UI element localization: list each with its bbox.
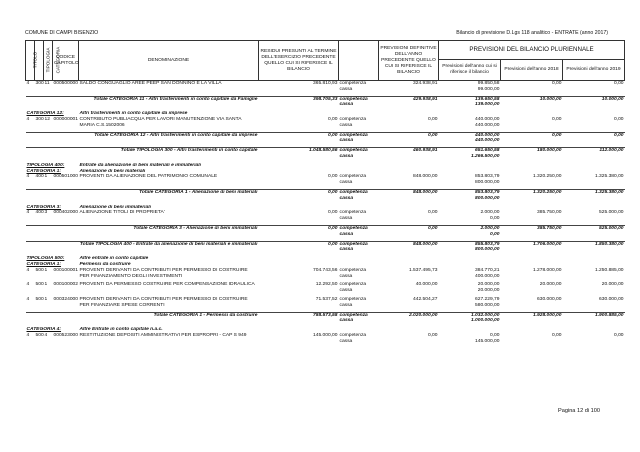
cell-denominazione: PROVENTI DERIVANTI DA CONTRIBUTI PER PERMESSO DI COSTRUIRE PER FINANZIARE SPESE CORRENTI: [79, 296, 248, 308]
cell-tipo: cassa: [339, 102, 354, 108]
col-categoria: CATEGORIA: [44, 41, 53, 81]
cell-anno-2019: 1.900.885,00: [563, 312, 625, 318]
cell-anno-2019: 1.325.380,00: [563, 189, 625, 195]
cell-residui: 788.573,58: [259, 312, 339, 318]
cell-anno-cui-cassa: 99.000,00: [477, 86, 500, 92]
cell-tipo: cassa: [339, 122, 353, 128]
cell-tipo: cassa: [339, 288, 353, 294]
cell-titolo: 4: [26, 210, 30, 216]
cell-tipo: cassa: [339, 318, 354, 324]
cell-titolo: 4: [26, 174, 30, 180]
cell-anno-2019: 0,00: [614, 332, 624, 338]
cell-tipo: competenza: [339, 132, 379, 138]
cell-categoria: 1: [44, 267, 48, 273]
cell-denominazione: ALIENAZIONE TITOLI DI PROPRIETA': [79, 210, 165, 216]
cell-tipo: cassa: [339, 216, 353, 222]
cell-tipo: cassa: [339, 153, 354, 159]
cell-residui: 0,00: [259, 225, 339, 231]
cell-anno-cui: 384.770,21: [475, 267, 500, 273]
cell-anno-cui-cassa: 800.000,00: [475, 247, 500, 253]
cell-tipo: cassa: [339, 195, 354, 201]
cell-anno-cui-cassa: 0,00: [489, 231, 500, 237]
cell-prev-def: 429.938,91: [379, 96, 439, 102]
section-label: CATEGORIA 1:: [26, 261, 62, 267]
cell-anno-cui-cassa: 800.000,00: [475, 180, 500, 186]
section-title: Alienazione di beni immateriali: [79, 204, 151, 210]
total-label: Totale CATEGORIA 12 - Altri trasferimenti in conto capitale da imprese: [26, 132, 259, 138]
cell-denominazione: SALDO CONGUAGLIO AREE PEEP SAN DONNINO E LA VILLA: [79, 81, 222, 86]
cell-residui: 704.743,56: [313, 267, 338, 273]
cell-anno-2019: 10.000,00: [563, 96, 625, 102]
cell-tipo: competenza: [339, 210, 367, 216]
cell-residui: 0,00: [327, 116, 338, 122]
cell-anno-cui: 440.000,00: [439, 132, 501, 138]
cell-anno-2019: 0,00: [563, 132, 625, 138]
cell-anno-2018: 1.706.000,00: [501, 241, 563, 247]
cell-tipo: cassa: [339, 273, 353, 279]
cell-anno-2018: 0,00: [551, 116, 562, 122]
col-pluriennale: PREVISIONI DEL BILANCIO PLURIENNALE: [439, 41, 625, 60]
cell-anno-cui: 855.803,79: [439, 241, 501, 247]
section-label: CATEGORIA 12:: [26, 111, 64, 117]
cell-anno-cui: 99.850,58: [477, 81, 500, 86]
cell-titolo: 4: [26, 116, 30, 122]
cell-categoria: 1: [44, 296, 48, 302]
cell-prev-def: 460.938,91: [379, 148, 439, 154]
cell-prev-def: 0,00: [427, 332, 438, 338]
cell-anno-cui-cassa: 580.000,00: [475, 302, 500, 308]
cell-titolo: 4: [26, 282, 30, 288]
total-label: Totale TIPOLOGIA 400 - Entrate da alienazione di beni materiali e immateriali: [26, 241, 259, 247]
cell-anno-cui-cassa: 1.266.500,00: [470, 153, 500, 159]
cell-anno-cui: 139.650,58: [439, 96, 501, 102]
cell-denominazione: CONTRIBUTO PUBLIACQUA PER LAVORI MANUTENZIONE VIA SANTA MARIA C.S.1502006: [79, 116, 242, 128]
cell-residui: 0,00: [327, 210, 338, 216]
cell-codice: 000100002: [53, 282, 78, 288]
col-titolo: TITOLO: [26, 41, 35, 81]
cell-titolo: 4: [26, 332, 30, 338]
cell-residui: 71.537,52: [315, 296, 338, 302]
col-anno-cui: Previsioni dell'anno cui si riferisce il bilancio: [439, 60, 501, 81]
cell-anno-2019: 112.000,00: [563, 148, 625, 154]
cell-anno-cui: 2.000,00: [480, 210, 500, 216]
cell-tipo: competenza: [339, 225, 379, 231]
cell-residui: 0,00: [327, 174, 338, 180]
cell-tipo: cassa: [339, 247, 354, 253]
cell-prev-def: 0,00: [427, 210, 438, 216]
cell-prev-def: 324.938,91: [413, 81, 438, 86]
cell-tipo: competenza: [339, 81, 367, 86]
cell-residui: 365.810,93: [313, 81, 338, 86]
cell-residui: 0,00: [259, 189, 339, 195]
cell-prev-def: 0,00: [427, 116, 438, 122]
cell-anno-2018: 180.000,00: [501, 148, 563, 154]
cell-anno-cui: 651.650,58: [439, 148, 501, 154]
section-title: Entrate da alienazione di beni materiali e immateriali: [79, 162, 201, 168]
col-prev-def: PREVISIONI DEFINITIVE DELL'ANNO PRECEDENTE QUELLO CUI SI RIFERISCE IL BILANCIO: [379, 41, 439, 81]
document-title: Bilancio di previsione D.Lgs 118 analitico - ENTRATE (anno 2017): [456, 30, 608, 36]
cell-codice: 000324000: [53, 296, 78, 302]
cell-tipo: competenza: [339, 267, 367, 273]
cell-categoria: 4: [44, 332, 48, 338]
cell-tipologia: 400: [35, 210, 44, 216]
cell-residui: 145.000,00: [313, 332, 338, 338]
cell-prev-def: 2.020.000,00: [379, 312, 439, 318]
total-label: Totale CATEGORIA 3 - Alienazione di beni immateriali: [26, 225, 259, 231]
cell-tipo: cassa: [339, 231, 354, 237]
cell-anno-2019: 630.000,00: [599, 296, 624, 302]
cell-anno-cui-cassa: 1.000.000,00: [470, 318, 500, 324]
cell-tipo: cassa: [339, 138, 354, 144]
cell-prev-def: 848.000,00: [379, 241, 439, 247]
cell-tipo: competenza: [339, 116, 367, 122]
table-body: [26, 81, 625, 348]
cell-anno-cui-cassa: 400.000,00: [475, 273, 500, 279]
cell-codice: 000500000: [53, 81, 78, 86]
cell-anno-2019: 525.000,00: [599, 210, 624, 216]
cell-anno-cui: 20.000,00: [477, 282, 500, 288]
cell-prev-def: 40.000,00: [415, 282, 438, 288]
cell-anno-cui: 853.803,79: [475, 174, 500, 180]
cell-codice: 000523000: [53, 332, 78, 338]
cell-codice: 000100001: [53, 267, 78, 273]
budget-table: [25, 40, 625, 347]
cell-residui: 12.292,50: [315, 282, 338, 288]
cell-anno-2018: 1.278.000,00: [532, 267, 562, 273]
cell-categoria: 3: [44, 210, 48, 216]
cell-tipo: competenza: [339, 241, 379, 247]
cell-anno-2018: 0,00: [551, 332, 562, 338]
cell-codice: 000000001: [53, 116, 78, 122]
cell-tipo: competenza: [339, 332, 367, 338]
cell-anno-2018: 385.750,00: [501, 225, 563, 231]
section-label: CATEGORIA 3:: [26, 204, 62, 210]
cell-anno-cui: 440.000,00: [475, 116, 500, 122]
cell-anno-cui: 0,00: [489, 332, 500, 338]
cell-tipo: competenza: [339, 189, 379, 195]
cell-residui: 0,00: [259, 241, 339, 247]
cell-tipologia: 500: [35, 282, 44, 288]
section-label: CATEGORIA 4:: [26, 327, 62, 333]
cell-tipologia: 500: [35, 267, 44, 273]
cell-tipo: competenza: [339, 96, 379, 102]
cell-anno-2018: 1.320.250,00: [501, 189, 563, 195]
col-anno-2018: Previsioni dell'anno 2018: [501, 60, 563, 81]
cell-tipo: competenza: [339, 148, 379, 154]
cell-anno-2019: 0,00: [614, 81, 624, 86]
col-codice: CODICE CAPITOLO: [53, 41, 79, 81]
total-label: Totale CATEGORIA 11 - Altri trasferimenti in conto capitale da Famiglie: [26, 96, 259, 102]
col-tipologia: TIPOLOGIA: [35, 41, 44, 81]
cell-anno-2018: 0,00: [551, 81, 562, 86]
cell-tipo: cassa: [339, 180, 353, 186]
section-title: Altre entrate in conto capitale: [79, 256, 149, 262]
cell-prev-def: 848.000,00: [413, 174, 438, 180]
cell-tipo: competenza: [339, 282, 367, 288]
cell-residui: 398.705,33: [259, 96, 339, 102]
cell-tipo: cassa: [339, 86, 353, 92]
total-label: Totale TIPOLOGIA 300 - Altri trasferimenti in conto capitale: [26, 148, 259, 154]
cell-tipologia: 400: [35, 174, 44, 180]
col-tipo: [339, 41, 379, 81]
cell-anno-cui: 627.229,79: [475, 296, 500, 302]
cell-anno-2019: 525.000,00: [563, 225, 625, 231]
cell-denominazione: PROVENTI DA PERMESSO COSTRUIRE PER COMPENSAZIONE IDRAULICA: [79, 282, 255, 288]
cell-prev-def: 442.504,27: [413, 296, 438, 302]
section-title: Altri trasferimenti in conto capitale da imprese: [79, 111, 188, 117]
cell-titolo: 4: [26, 296, 30, 302]
section-title: Alienazione di beni materiali: [79, 168, 146, 174]
section-label: CATEGORIA 1:: [26, 168, 62, 174]
cell-anno-2018: 1.928.000,00: [501, 312, 563, 318]
cell-anno-2018: 20.000,00: [539, 282, 562, 288]
document-entity: COMUNE DI CAMPI BISENZIO: [25, 30, 99, 36]
section-title: Altre Entrate in conto capitale n.a.c.: [79, 327, 163, 333]
cell-anno-2019: 0,00: [614, 116, 624, 122]
table-row: [26, 268, 625, 274]
cell-tipo: cassa: [339, 302, 353, 308]
row-gap: [26, 344, 625, 347]
cell-tipologia: 500: [35, 332, 44, 338]
cell-anno-2019: 20.000,00: [601, 282, 624, 288]
cell-tipologia: 500: [35, 296, 44, 302]
cell-anno-2018: 0,00: [501, 132, 563, 138]
cell-codice: 000402000: [53, 210, 78, 216]
cell-anno-2018: 385.750,00: [537, 210, 562, 216]
col-anno-2019: Previsioni dell'anno 2019: [563, 60, 625, 81]
cell-anno-cui-cassa: 20.000,00: [477, 288, 500, 294]
cell-anno-cui-cassa: 139.000,00: [475, 102, 500, 108]
cell-categoria: 11: [44, 81, 50, 86]
cell-categoria: 1: [44, 282, 48, 288]
cell-denominazione: PROVENTI DERIVANTI DA CONTRIBUTI PER PERMESSO DI COSTRUIRE PER FINANZIAMENTO DEGLI INVESTIMENTI: [79, 267, 248, 279]
cell-anno-2018: 630.000,00: [537, 296, 562, 302]
cell-denominazione: RESTITUZIONE DEPOSITI AMMINISTRATIVI PER ESPROPRI - CAP S 949: [79, 332, 247, 338]
total-label: Totale CATEGORIA 1 - Permessi da costruire: [26, 312, 259, 318]
cell-categoria: 12: [44, 116, 50, 122]
cell-anno-2019: 1.250.885,00: [594, 267, 624, 273]
cell-tipo: competenza: [339, 174, 367, 180]
section-label: TIPOLOGIA 400:: [26, 162, 65, 168]
cell-residui: 1.048.580,56: [259, 148, 339, 154]
cell-residui: 0,00: [259, 132, 339, 138]
col-residui: RESIDUI PRESUNTI AL TERMINE DELL'ESERCIZIO PRECEDENTE QUELLO CUI SI RIFERISCE IL BILANCIO: [259, 41, 339, 81]
cell-codice: 000501000: [53, 174, 78, 180]
cell-denominazione: PROVENTI DA ALIENAZIONE DEL PATRIMONIO COMUNALE: [79, 174, 218, 180]
cell-tipo: competenza: [339, 312, 379, 318]
cell-anno-2018: 10.000,00: [501, 96, 563, 102]
cell-anno-cui-cassa: 145.000,00: [475, 338, 500, 344]
cell-tipologia: 300: [35, 116, 44, 122]
cell-titolo: 4: [26, 81, 30, 86]
cell-anno-cui-cassa: 440.000,00: [475, 122, 500, 128]
cell-anno-cui-cassa: 800.000,00: [475, 195, 500, 201]
page-number: Pagina 12 di 100: [558, 408, 600, 414]
cell-prev-def: 848.000,00: [379, 189, 439, 195]
col-denominazione: DENOMINAZIONE: [79, 41, 259, 81]
cell-tipo: competenza: [339, 296, 367, 302]
cell-anno-cui-cassa: 0,00: [489, 216, 500, 222]
cell-categoria: 1: [44, 174, 48, 180]
cell-prev-def: 0,00: [379, 132, 439, 138]
cell-tipologia: 300: [35, 81, 44, 86]
cell-anno-2019: 1.850.380,00: [563, 241, 625, 247]
total-label: Totale CATEGORIA 1 - Alienazione di beni materiali: [26, 189, 259, 195]
cell-anno-2018: 1.320.250,00: [532, 174, 562, 180]
cell-anno-2019: 1.325.380,00: [594, 174, 624, 180]
cell-anno-cui: 2.000,00: [439, 225, 501, 231]
cell-titolo: 4: [26, 267, 30, 273]
spacer: [26, 344, 625, 347]
cell-tipo: cassa: [339, 338, 353, 344]
cell-prev-def: 0,00: [379, 225, 439, 231]
cell-prev-def: 1.537.495,73: [408, 267, 438, 273]
section-title: Permessi da costruire: [79, 261, 131, 267]
cell-anno-cui: 853.803,79: [439, 189, 501, 195]
cell-anno-cui-cassa: 440.000,00: [475, 138, 500, 144]
section-label: TIPOLOGIA 500:: [26, 256, 65, 262]
cell-anno-cui: 1.032.000,00: [439, 312, 501, 318]
